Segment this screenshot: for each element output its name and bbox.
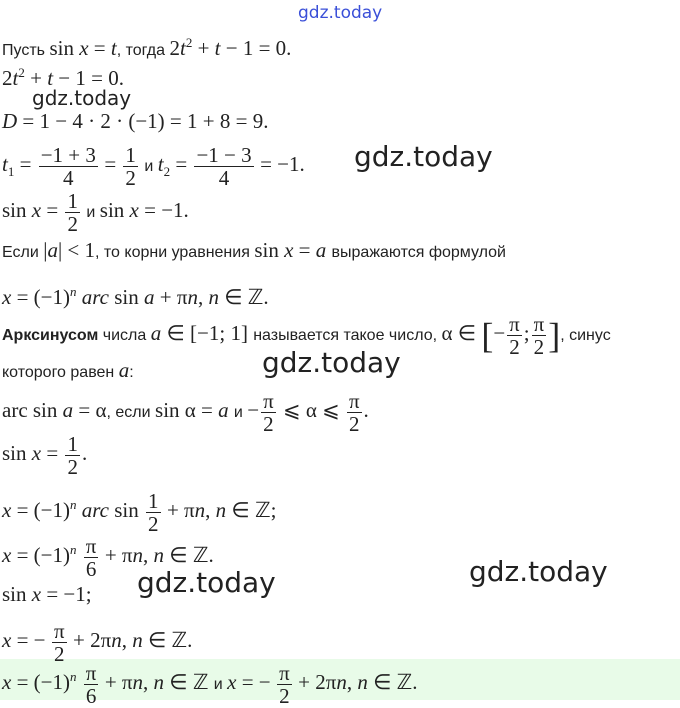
line-which-equals: которого равен a: <box>2 358 134 382</box>
line-sin-values: sin x = $\frac{1}{2}$ и sin x = −1. <box>2 189 189 237</box>
line-sin-half: sin x = $\frac{1}{2}$ . <box>2 432 88 480</box>
watermark: gdz.today <box>469 555 608 588</box>
watermark: gdz.today <box>354 140 493 173</box>
text-then2: , то корни уравнения <box>95 244 250 261</box>
line-roots: $t_1$ = $\frac{-1 + 3}{4}$ = $\frac{1}{2}$ и $t_2$ = $\frac{-1 - 3}{4}$ = −1. <box>2 143 305 191</box>
text-of-number: числа <box>102 326 147 344</box>
watermark: gdz.today <box>32 86 132 110</box>
text-let: Пусть <box>2 42 45 59</box>
line-rule: Если |a| < 1, то корни уравнения sin x = a выражаются формулой <box>2 238 506 262</box>
watermark-top: gdz.today <box>298 3 383 23</box>
line-sin-minus-one: sin x = −1; <box>2 582 92 606</box>
text-called: называется такое число, <box>253 326 438 344</box>
line-solution-pi6: $x = (-1)^n$ $\frac{\pi}{6}$ + πn, n ∈ ℤ. <box>2 534 214 582</box>
line-quadratic: $2t^2 + t - 1 = 0$. <box>2 65 124 90</box>
line-general-formula: $x = (-1)^n$ arc sin a + πn, n ∈ ℤ. <box>2 284 269 309</box>
text-arcsin-word: Арксинусом <box>2 326 99 344</box>
line-arcsin-definition: Арксинусом числа a ∈ [−1; 1] называется такое число, α ∈ [− $\frac{\pi}{2}$ ; $\frac{\pi}{2}$ ], синус <box>2 312 611 360</box>
text-sine: , синус <box>560 326 611 344</box>
watermark: gdz.today <box>137 566 276 599</box>
line-arcsin-condition: arc sin a = α, если sin α = a и − $\frac{\pi}{2}$ ⩽ α ⩽ $\frac{\pi}{2}$ . <box>2 389 369 437</box>
watermark: gdz.today <box>262 346 401 379</box>
line-discriminant: D = 1 − 4 · 2 · (−1) = 1 + 8 = 9. <box>2 109 269 133</box>
line-solution-arcsin: $x = (-1)^n$ arc sin $\frac{1}{2}$ + πn, n ∈ ℤ; <box>2 489 277 537</box>
text-if2: , если <box>106 403 151 421</box>
line-substitution: Пусть sin x = t, тогда $2t^2 + t - 1 = 0$. <box>2 35 292 60</box>
text-if: Если <box>2 244 39 261</box>
text-expressed: выражаются формулой <box>331 244 506 261</box>
text-and: и <box>144 157 154 175</box>
line-solution-minus-pi2: x = − $\frac{\pi}{2}$ + 2πn, n ∈ ℤ. <box>2 619 193 667</box>
text-then: , тогда <box>116 42 166 59</box>
text-which-equals: которого равен <box>2 364 115 381</box>
text-and: и <box>233 403 243 421</box>
line-answer: $x = (-1)^n$ $\frac{\pi}{6}$ + πn, n ∈ ℤ и x = − $\frac{\pi}{2}$ + 2πn, n ∈ ℤ. <box>2 661 418 708</box>
text-and: и <box>86 203 96 221</box>
text-and: и <box>213 675 223 693</box>
